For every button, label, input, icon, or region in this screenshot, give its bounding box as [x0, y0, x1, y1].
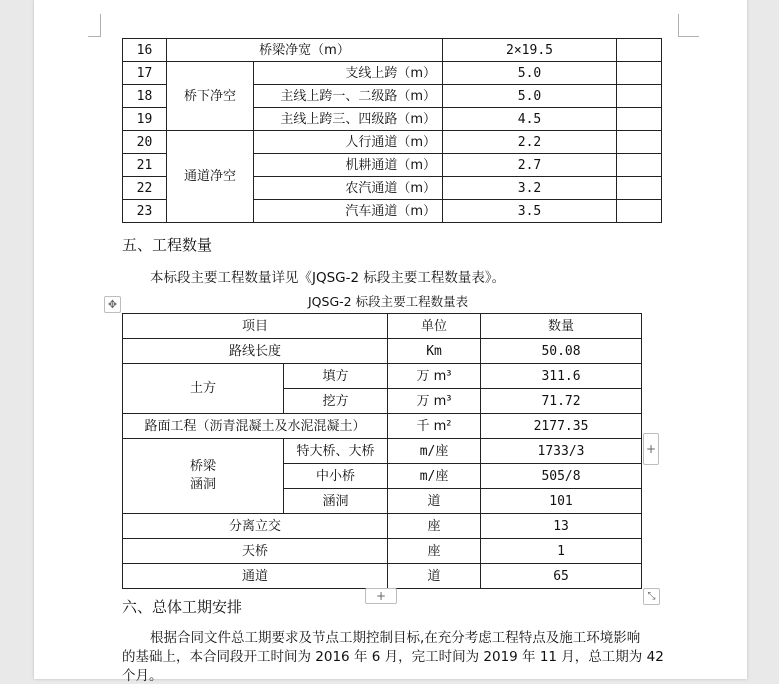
row-value: 5.0: [443, 62, 617, 85]
row-name: 农汽通道（m）: [254, 177, 443, 200]
unit-cell: 座: [388, 514, 481, 539]
row-number: 23: [123, 200, 167, 223]
row-value: 5.0: [443, 85, 617, 108]
group-label: 通道净空: [167, 131, 254, 223]
quantities-table: [122, 313, 642, 589]
group-label: [123, 439, 284, 514]
table-row: [123, 39, 662, 62]
qty-cell: 101: [481, 489, 642, 514]
add-row-button[interactable]: [365, 588, 397, 604]
table-row: [123, 514, 642, 539]
row-value: 3.2: [443, 177, 617, 200]
row-name: 人行通道（m）: [254, 131, 443, 154]
schedule-paragraph-line2: 的基础上，本合同段开工时间为 2016 年 6 月，完工时间为 2019 年 11 月，总工期为 42: [122, 649, 664, 665]
table-row: [123, 539, 642, 564]
table-caption: JQSG-2 标段主要工程数量表: [308, 294, 469, 309]
row-number: 18: [123, 85, 167, 108]
item-cell: 分离立交: [123, 514, 388, 539]
add-column-button[interactable]: [643, 433, 659, 465]
table-row: [123, 564, 642, 589]
schedule-paragraph-line3: 个月。: [122, 668, 163, 684]
row-value: 2.7: [443, 154, 617, 177]
item-cell: 挖方: [284, 389, 388, 414]
header-item: 项目: [123, 314, 388, 339]
unit-cell: 千 m²: [388, 414, 481, 439]
unit-cell: m/座: [388, 439, 481, 464]
row-number: 17: [123, 62, 167, 85]
row-value: 2×19.5: [443, 39, 617, 62]
qty-cell: 2177.35: [481, 414, 642, 439]
unit-cell: 万 m³: [388, 364, 481, 389]
unit-cell: 万 m³: [388, 389, 481, 414]
group-label-line2: 涵洞: [189, 477, 216, 492]
unit-cell: Km: [388, 339, 481, 364]
unit-cell: 座: [388, 539, 481, 564]
unit-cell: 道: [388, 564, 481, 589]
row-name: 支线上跨（m）: [254, 62, 443, 85]
table-row: [123, 414, 642, 439]
row-number: 21: [123, 154, 167, 177]
move-cross-icon: ✥: [107, 298, 118, 311]
qty-cell: 505/8: [481, 464, 642, 489]
qty-cell: 50.08: [481, 339, 642, 364]
item-cell: 路面工程（沥青混凝土及水泥混凝土）: [123, 414, 388, 439]
table-move-handle[interactable]: [104, 296, 121, 313]
table-row: [123, 339, 642, 364]
row-name: 桥梁净宽（m）: [167, 39, 443, 62]
row-note: [617, 108, 662, 131]
row-note: [617, 177, 662, 200]
margin-corner-mark-left: [88, 14, 101, 37]
qty-cell: 13: [481, 514, 642, 539]
row-note: [617, 200, 662, 223]
plus-icon: +: [375, 589, 387, 603]
row-number: 19: [123, 108, 167, 131]
clearance-table: [122, 38, 662, 223]
qty-cell: 1: [481, 539, 642, 564]
row-name: 汽车通道（m）: [254, 200, 443, 223]
row-value: 2.2: [443, 131, 617, 154]
section-heading-quantities: 五、工程数量: [122, 236, 213, 254]
row-number: 16: [123, 39, 167, 62]
qty-cell: 1733/3: [481, 439, 642, 464]
group-label: 土方: [123, 364, 284, 414]
unit-cell: m/座: [388, 464, 481, 489]
row-note: [617, 39, 662, 62]
row-name: 主线上跨一、二级路（m）: [254, 85, 443, 108]
item-cell: 中小桥: [284, 464, 388, 489]
item-cell: 特大桥、大桥: [284, 439, 388, 464]
group-label: 桥下净空: [167, 62, 254, 131]
item-cell: 路线长度: [123, 339, 388, 364]
header-qty: 数量: [481, 314, 642, 339]
quantities-intro: 本标段主要工程数量详见《JQSG-2 标段主要工程数量表》。: [150, 270, 506, 286]
unit-cell: 道: [388, 489, 481, 514]
qty-cell: 65: [481, 564, 642, 589]
row-note: [617, 85, 662, 108]
qty-cell: 71.72: [481, 389, 642, 414]
table-row: [123, 439, 642, 464]
table-header-row: [123, 314, 642, 339]
table-row: [123, 131, 662, 154]
item-cell: 天桥: [123, 539, 388, 564]
row-value: 4.5: [443, 108, 617, 131]
item-cell: 填方: [284, 364, 388, 389]
table-resize-handle[interactable]: [643, 588, 660, 605]
header-unit: 单位: [388, 314, 481, 339]
table-row: [123, 62, 662, 85]
section-heading-schedule: 六、总体工期安排: [122, 598, 243, 616]
row-number: 22: [123, 177, 167, 200]
table-row: [123, 364, 642, 389]
row-name: 机耕通道（m）: [254, 154, 443, 177]
plus-icon: +: [645, 442, 657, 456]
group-label-line1: 桥梁: [189, 459, 216, 474]
row-name: 主线上跨三、四级路（m）: [254, 108, 443, 131]
diagonal-resize-icon: ⤡: [647, 590, 656, 602]
qty-cell: 311.6: [481, 364, 642, 389]
item-cell: 涵洞: [284, 489, 388, 514]
margin-corner-mark-right: [678, 14, 699, 37]
row-note: [617, 131, 662, 154]
schedule-paragraph-line1: 根据合同文件总工期要求及节点工期控制目标,在充分考虑工程特点及施工环境影响: [150, 630, 641, 646]
item-cell: 通道: [123, 564, 388, 589]
row-number: 20: [123, 131, 167, 154]
row-note: [617, 154, 662, 177]
row-note: [617, 62, 662, 85]
row-value: 3.5: [443, 200, 617, 223]
